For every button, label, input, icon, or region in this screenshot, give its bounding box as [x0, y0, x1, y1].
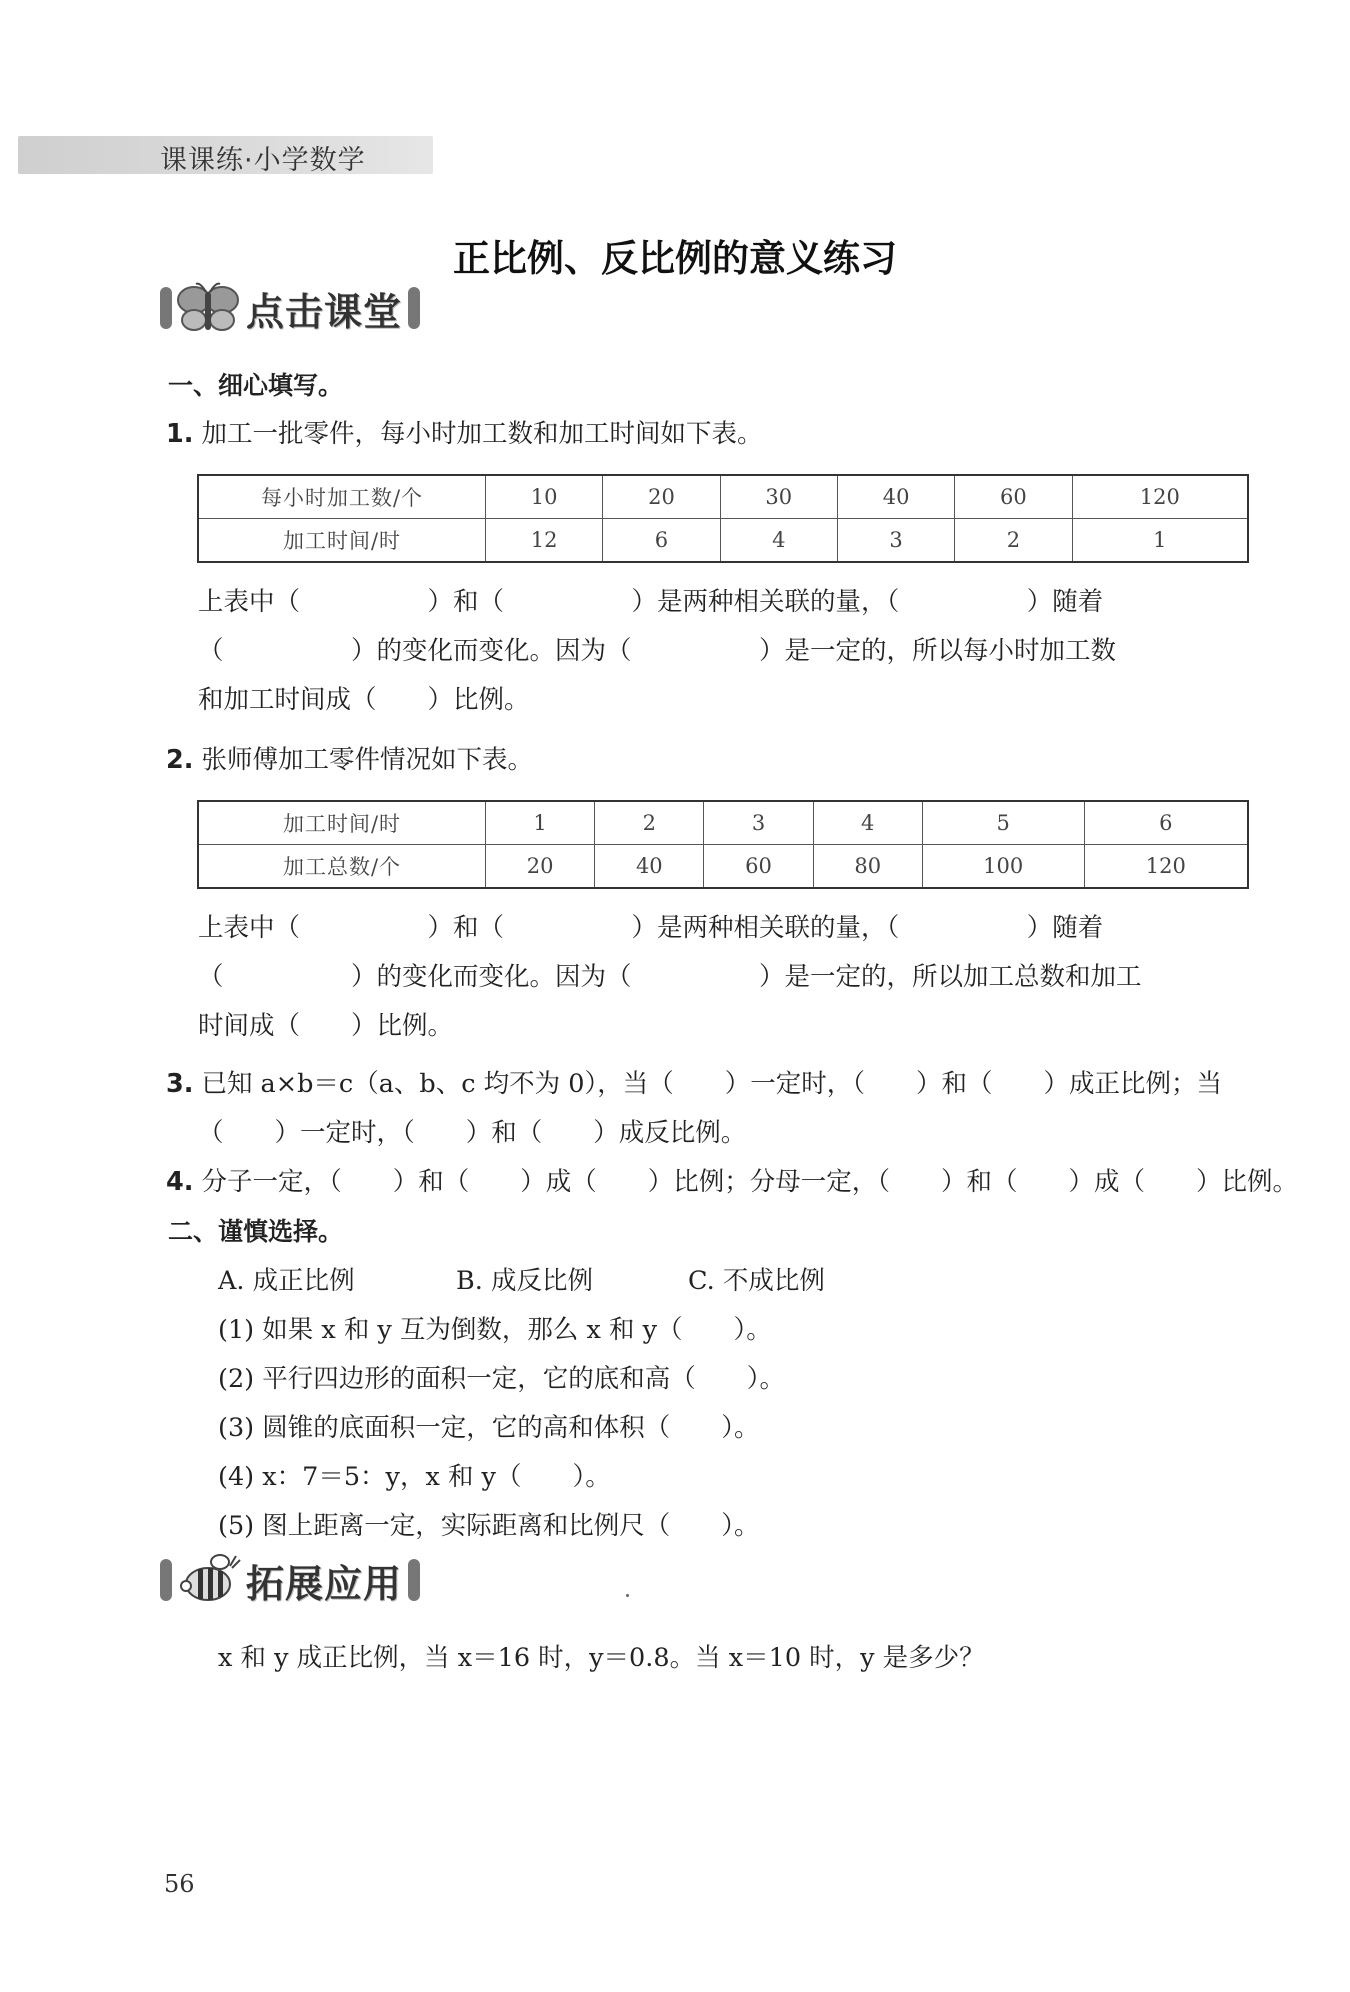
table-cell: 1: [1072, 519, 1248, 563]
class-banner: [160, 280, 420, 336]
table-row: [198, 475, 1248, 519]
table-cell: 5: [922, 801, 1084, 845]
question-text: 分子一定，（ ）和（ ）成（ ）比例；分母一定，（ ）和（ ）成（ ）比例。: [201, 1167, 1298, 1197]
table-cell: 2: [955, 519, 1072, 563]
table-row: [198, 519, 1248, 563]
banner-left-cap: [160, 1559, 172, 1601]
row-header: 加工总数/个: [198, 845, 486, 889]
banner-right-cap: [408, 287, 420, 329]
table-cell: 120: [1072, 475, 1248, 519]
table-cell: 120: [1084, 845, 1248, 889]
question-number: 4.: [166, 1167, 194, 1197]
banner-left-cap: [160, 287, 172, 329]
question-text: 已知 a×b＝c（a、b、c 均不为 0），当（ ）一定时，（ ）和（ ）成正比例；当: [201, 1069, 1222, 1099]
apply-question: x 和 y 成正比例，当 x＝16 时，y＝0.8。当 x＝10 时，y 是多少？: [218, 1643, 985, 1673]
choice-item: (3) 圆锥的底面积一定，它的高和体积（ ）。: [218, 1413, 760, 1443]
table-cell: 10: [486, 475, 603, 519]
table-cell: 20: [603, 475, 720, 519]
question-text: 加工一批零件，每小时加工数和加工时间如下表。: [201, 419, 763, 449]
fill-line: （ ）的变化而变化。因为（ ）是一定的，所以每小时加工数: [198, 636, 1117, 666]
bee-icon: [172, 1552, 242, 1608]
question-number: 2.: [166, 745, 194, 775]
table-cell: 3: [837, 519, 954, 563]
fill-line: 时间成（ ）比例。: [198, 1011, 454, 1041]
table-cell: 3: [704, 801, 813, 845]
banner-title: 点击课堂: [246, 289, 403, 334]
table-cell: 6: [603, 519, 720, 563]
banner-title: 拓展应用: [246, 1561, 403, 1606]
table-cell: 100: [922, 845, 1084, 889]
table-row: [198, 801, 1248, 845]
table-cell: 1: [486, 801, 595, 845]
fill-line: 和加工时间成（ ）比例。: [198, 685, 530, 715]
table-cell: 60: [955, 475, 1072, 519]
question-2: [166, 740, 533, 776]
row-header: 每小时加工数/个: [198, 475, 486, 519]
table-cell: 6: [1084, 801, 1248, 845]
question-number: 3.: [166, 1069, 194, 1099]
fill-line: 上表中（ ）和（ ）是两种相关联的量，（ ）随着: [198, 913, 1104, 943]
apply-banner: [160, 1552, 420, 1608]
option-c: C. 不成比例: [688, 1266, 825, 1296]
section-heading-choice: 二、谨慎选择。: [168, 1217, 344, 1246]
row-header: 加工时间/时: [198, 801, 486, 845]
banner-right-cap: [408, 1559, 420, 1601]
choice-item: (2) 平行四边形的面积一定，它的底和高（ ）。: [218, 1364, 785, 1394]
table-cell: 80: [813, 845, 922, 889]
section-heading-fill: 一、细心填写。: [168, 371, 344, 400]
fill-line: 上表中（ ）和（ ）是两种相关联的量，（ ）随着: [198, 587, 1104, 617]
question-3: [166, 1064, 1222, 1100]
fill-line: （ ）的变化而变化。因为（ ）是一定的，所以加工总数和加工: [198, 962, 1142, 992]
speck: [626, 1594, 629, 1597]
question-3-line-2: （ ）一定时，（ ）和（ ）成反比例。: [198, 1118, 747, 1148]
table-cell: 20: [486, 845, 595, 889]
table-cell: 40: [837, 475, 954, 519]
q2-fill-text: [198, 904, 1248, 1051]
table-cell: 30: [720, 475, 837, 519]
book-series-title: 课课练·小学数学: [160, 145, 366, 176]
table-cell: 12: [486, 519, 603, 563]
choice-item: (1) 如果 x 和 y 互为倒数，那么 x 和 y（ ）。: [218, 1315, 772, 1345]
table-q1: [197, 474, 1249, 563]
question-text: 张师傅加工零件情况如下表。: [201, 745, 533, 775]
page-title: 正比例、反比例的意义练习: [453, 237, 897, 280]
option-a: A. 成正比例: [218, 1266, 355, 1296]
table-cell: 2: [595, 801, 704, 845]
butterfly-icon: [172, 280, 242, 336]
question-1: [166, 414, 762, 450]
choice-item: (4) x：7＝5：y，x 和 y（ ）。: [218, 1462, 611, 1492]
option-b: B. 成反比例: [456, 1266, 593, 1296]
table-q2: [197, 800, 1249, 889]
page-number: 56: [164, 1870, 195, 1898]
question-4: [166, 1162, 1298, 1198]
table-cell: 60: [704, 845, 813, 889]
row-header: 加工时间/时: [198, 519, 486, 563]
table-row: [198, 845, 1248, 889]
q1-fill-text: [198, 578, 1248, 725]
table-cell: 4: [813, 801, 922, 845]
question-number: 1.: [166, 419, 194, 449]
table-cell: 4: [720, 519, 837, 563]
choice-item: (5) 图上距离一定，实际距离和比例尺（ ）。: [218, 1511, 760, 1541]
table-cell: 40: [595, 845, 704, 889]
